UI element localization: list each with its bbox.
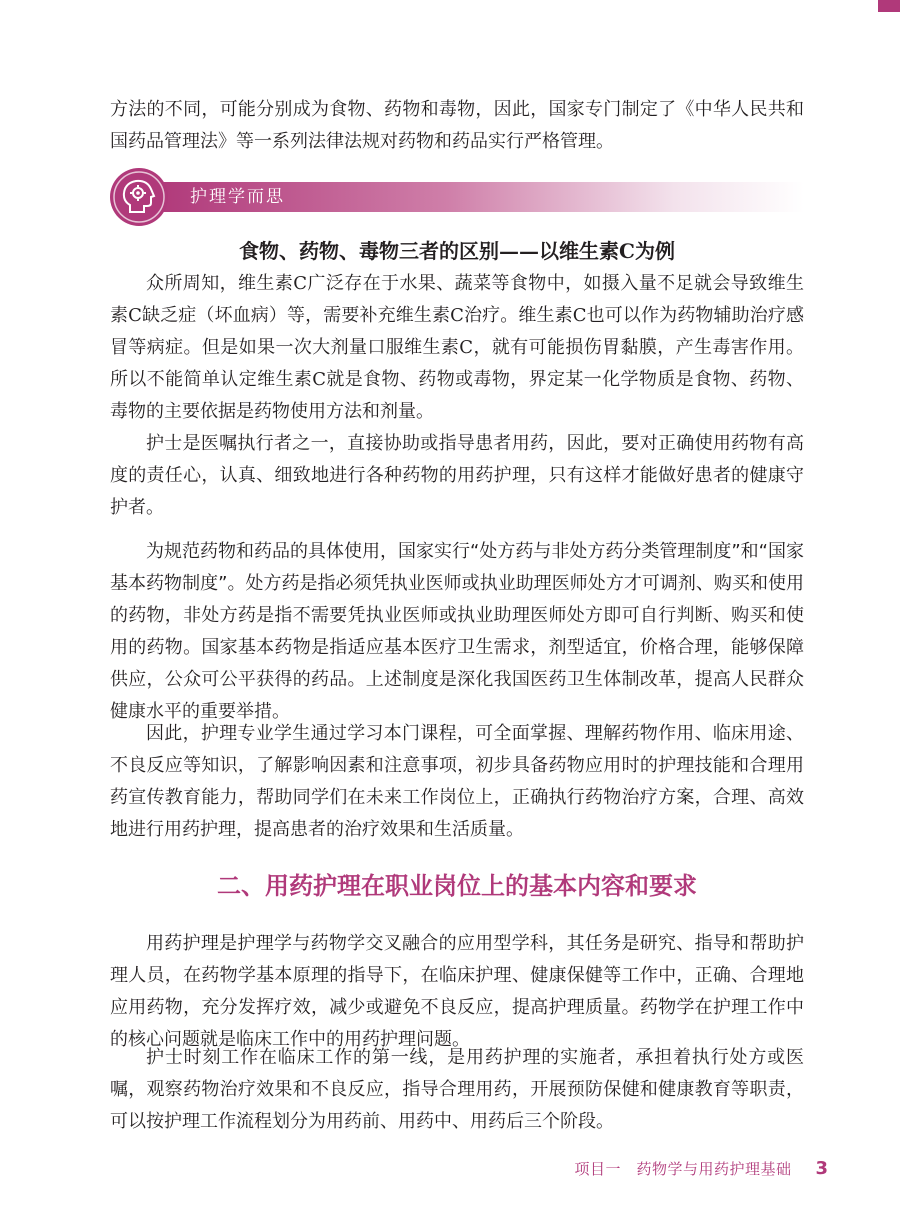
running-title: 项目一 药物学与用药护理基础	[574, 1159, 792, 1178]
think-box-paragraph: 众所周知，维生素C广泛存在于水果、蔬菜等食物中，如摄入量不足就会导致维生素C缺乏症（坏血病）等，需要补充维生素C治疗。维生素C也可以作为药物辅助治疗感冒等病症。但是如果一次大剂量口服维生素C，就有可能损伤胃黏膜，产生毒害作用。所以不能简单认定维生素C就是食物、药物或毒物，界定某一化学物质是食物、药物、毒物的主要依据是药物使用方法和剂量。	[110, 273, 804, 422]
section-paragraph: 护士时刻工作在临床工作的第一线，是用药护理的实施者，承担着执行处方或医嘱，观察药物治疗效果和不良反应，指导合理用药，开展预防保健和健康教育等职责，可以按护理工作流程划分为用药前、用药中、用药后三个阶段。	[110, 1047, 804, 1132]
think-box-bar	[156, 182, 804, 212]
think-box-paragraph: 护士是医嘱执行者之一，直接协助或指导患者用药，因此，要对正确使用药物有高度的责任心，认真、细致地进行各种药物的用药护理，只有这样才能做好患者的健康守护者。	[110, 433, 804, 518]
body-paragraph: 为规范药物和药品的具体使用，国家实行“处方药与非处方药分类管理制度”和“国家基本药物制度”。处方药是指必须凭执业医师或执业助理医师处方才可调剂、购买和使用的药物，非处方药是指不需要凭执业医师或执业助理医师处方即可自行判断、购买和使用的药物。国家基本药物是指适应基本医疗卫生需求，剂型适宜，价格合理，能够保障供应，公众可公平获得的药品。上述制度是深化我国医药卫生体制改革，提高人民群众健康水平的重要举措。	[110, 541, 804, 722]
think-box-banner	[110, 168, 804, 226]
intro-paragraph: 方法的不同，可能分别成为食物、药物和毒物，因此，国家专门制定了《中华人民共和国药品管理法》等一系列法律法规对药物和药品实行严格管理。	[110, 99, 804, 152]
page-footer	[574, 1154, 828, 1182]
section-paragraph: 用药护理是护理学与药物学交叉融合的应用型学科，其任务是研究、指导和帮助护理人员，在药物学基本原理的指导下，在临床护理、健康保健等工作中，正确、合理地应用药物，充分发挥疗效，减少或避免不良反应，提高护理质量。药物学在护理工作中的核心问题就是临床工作中的用药护理问题。	[110, 933, 804, 1050]
think-box-label: 护理学而思	[190, 187, 285, 207]
head-gear-icon	[110, 168, 168, 226]
corner-tab	[878, 0, 900, 12]
body-paragraph: 因此，护理专业学生通过学习本门课程，可全面掌握、理解药物作用、临床用途、不良反应等知识，了解影响因素和注意事项，初步具备药物应用时的护理技能和合理用药宣传教育能力，帮助同学们在未来工作岗位上，正确执行药物治疗方案，合理、高效地进行用药护理，提高患者的治疗效果和生活质量。	[110, 723, 804, 840]
think-box-title: 食物、药物、毒物三者的区别——以维生素C为例	[239, 239, 675, 263]
section-heading: 二、用药护理在职业岗位上的基本内容和要求	[217, 872, 697, 900]
page-number: 3	[815, 1157, 828, 1179]
